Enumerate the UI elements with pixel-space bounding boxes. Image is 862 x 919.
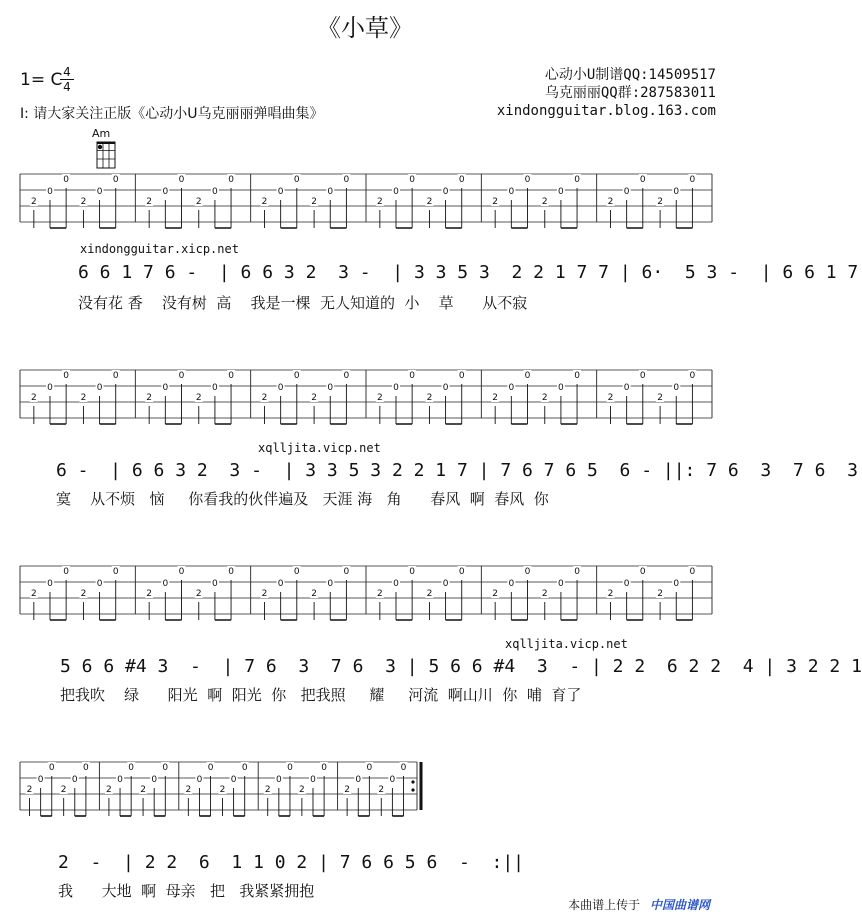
tab-fret-number: 2 (426, 589, 433, 599)
chord-diagram (96, 141, 116, 169)
tab-staff (0, 366, 730, 428)
tab-fret-number: 2 (376, 393, 383, 403)
intro-text: I: 请大家关注正版《心动小U乌克丽丽弹唱曲集》 (20, 106, 324, 122)
tab-fret-number: 0 (63, 567, 70, 577)
tab-fret-number: 0 (393, 383, 399, 393)
tab-fret-number: 2 (541, 393, 548, 403)
lyrics-line: 寞 从不烦 恼 你看我的伙伴遍及 天涯 海 角 春风 啊 春风 你 (56, 490, 549, 508)
watermark: xqlljita.vicp.net (258, 441, 381, 455)
tab-fret-number: 0 (639, 567, 646, 577)
system-1 (0, 170, 859, 312)
tab-fret-number: 0 (508, 187, 515, 197)
tab-fret-number: 0 (409, 371, 416, 381)
tab-fret-number: 0 (277, 383, 284, 393)
footer-site-logo[interactable]: 中国曲谱网 (649, 898, 710, 912)
tab-fret-number: 2 (80, 393, 87, 403)
tab-fret-number: 0 (524, 371, 531, 381)
tab-fret-number: 0 (277, 187, 284, 197)
tab-fret-number: 2 (426, 393, 433, 403)
tab-fret-number: 2 (426, 197, 433, 207)
tab-fret-number: 0 (327, 579, 334, 589)
credits (497, 66, 716, 120)
tab-fret-number: 0 (162, 383, 169, 393)
tab-fret-number: 2 (376, 197, 383, 207)
tab-fret-number: 0 (196, 775, 203, 785)
tab-fret-number: 2 (106, 785, 112, 795)
tab-fret-number: 0 (96, 187, 103, 197)
tab-fret-number: 0 (112, 175, 119, 185)
watermark: xindongguitar.xicp.net (80, 242, 239, 256)
tab-fret-number: 2 (378, 785, 385, 795)
tab-fret-number: 2 (80, 197, 87, 207)
tab-fret-number: 0 (293, 175, 300, 185)
tab-fret-number: 0 (178, 175, 185, 185)
tab-fret-number: 0 (63, 371, 70, 381)
credit-line: xindongguitar.blog.163.com (496, 103, 716, 119)
tab-fret-number: 2 (492, 589, 499, 599)
jianpu-notation: 6 - | 6 6 3 2 3 - | 3 3 5 3 2 2 1 7 | 7 6 7 6 5 6 - ||: 7 6 3 7 6 3 (56, 460, 858, 481)
tab-fret-number: 2 (146, 393, 153, 403)
tab-fret-number: 2 (376, 589, 383, 599)
tab-staff (0, 562, 730, 624)
tab-fret-number: 0 (71, 775, 78, 785)
tab-fret-number: 0 (673, 579, 680, 589)
tab-fret-number: 0 (366, 763, 373, 773)
tab-fret-number: 0 (639, 371, 646, 381)
tab-fret-number: 0 (343, 175, 350, 185)
tab-fret-number: 0 (442, 187, 449, 197)
tab-fret-number: 0 (293, 567, 300, 577)
tab-fret-number: 2 (607, 589, 614, 599)
tab-fret-number: 2 (140, 785, 146, 795)
tab-fret-number: 2 (80, 589, 87, 599)
tab-fret-number: 0 (558, 187, 564, 197)
tab-fret-number: 0 (393, 579, 399, 589)
tab-fret-number: 2 (195, 589, 202, 599)
tab-fret-number: 0 (212, 383, 218, 393)
credit-line: 乌克丽丽QQ群:287583011 (544, 85, 716, 101)
tab-fret-number: 2 (219, 785, 226, 795)
tab-fret-number: 0 (458, 567, 465, 577)
tab-fret-number: 0 (623, 579, 630, 589)
tab-fret-number: 0 (623, 187, 630, 197)
repeat-dot (411, 788, 414, 791)
tab-fret-number: 0 (128, 763, 135, 773)
tab-fret-number: 0 (96, 579, 103, 589)
tab-fret-number: 0 (393, 187, 399, 197)
jianpu-notation: 2 - | 2 2 6 1 1 0 2 | 7 6 6 5 6 - :|| (58, 852, 524, 873)
tab-fret-number: 0 (241, 763, 248, 773)
tab-fret-number: 0 (151, 775, 158, 785)
tab-fret-number: 0 (574, 567, 580, 577)
tab-fret-number: 0 (442, 383, 449, 393)
tab-fret-number: 0 (524, 175, 531, 185)
time-signature (60, 66, 74, 93)
tab-fret-number: 0 (327, 187, 334, 197)
repeat-dot (411, 780, 414, 783)
tab-fret-number: 2 (261, 197, 268, 207)
tab-fret-number: 0 (389, 775, 396, 785)
tab-fret-number: 0 (37, 775, 44, 785)
tab-fret-number: 2 (541, 197, 548, 207)
tab-fret-number: 0 (48, 763, 55, 773)
tab-fret-number: 0 (228, 175, 234, 185)
tab-fret-number: 2 (607, 393, 614, 403)
song-title: 《小草》 (317, 14, 413, 42)
tab-fret-number: 0 (558, 383, 564, 393)
tab-fret-number: 2 (607, 197, 614, 207)
tab-fret-number: 0 (673, 383, 680, 393)
tab-fret-number: 2 (146, 197, 153, 207)
tab-fret-number: 0 (508, 579, 515, 589)
tab-fret-number: 0 (47, 187, 53, 197)
tab-fret-number: 0 (277, 579, 284, 589)
system-4 (0, 758, 730, 900)
tab-fret-number: 0 (558, 579, 564, 589)
tab-fret-number: 0 (212, 187, 218, 197)
system-2 (0, 366, 858, 508)
tab-fret-number: 2 (541, 589, 548, 599)
tab-fret-number: 2 (299, 785, 305, 795)
lyrics-line: 把我吹 绿 阳光 啊 阳光 你 把我照 耀 河流 啊山川 你 哺 育了 (60, 686, 582, 704)
key-signature: 1= C (20, 70, 63, 90)
tab-fret-number: 0 (673, 187, 680, 197)
tab-fret-number: 0 (178, 371, 185, 381)
tab-fret-number: 2 (311, 197, 317, 207)
tab-fret-number: 0 (343, 371, 350, 381)
tab-fret-number: 0 (574, 175, 580, 185)
tab-fret-number: 2 (195, 197, 202, 207)
tab-fret-number: 0 (458, 371, 465, 381)
tab-fret-number: 0 (47, 383, 53, 393)
tab-staff (0, 170, 730, 232)
tab-fret-number: 0 (574, 371, 580, 381)
tab-fret-number: 2 (185, 785, 192, 795)
time-signature-top: 4 (63, 65, 71, 79)
tab-fret-number: 0 (162, 763, 169, 773)
tab-fret-number: 0 (355, 775, 362, 785)
tab-fret-number: 0 (689, 371, 696, 381)
tab-fret-number: 2 (261, 393, 268, 403)
tab-fret-number: 0 (117, 775, 123, 785)
lyrics-line: 我 大地 啊 母亲 把 我紧紧拥抱 (58, 882, 315, 900)
tab-fret-number: 2 (30, 589, 37, 599)
tab-fret-number: 0 (409, 567, 416, 577)
tab-fret-number: 0 (230, 775, 237, 785)
tab-fret-number: 0 (343, 567, 350, 577)
tab-fret-number: 2 (264, 785, 271, 795)
jianpu-notation: 6 6 1 7 6 - | 6 6 3 2 3 - | 3 3 5 3 2 2 1 7 7 | 6· 5 3 - | 6 6 1 7 (78, 262, 859, 283)
tab-fret-number: 2 (30, 393, 37, 403)
tab-fret-number: 0 (228, 371, 234, 381)
tab-fret-number: 0 (178, 567, 185, 577)
lyrics-line: 没有花 香 没有树 高 我是一棵 无人知道的 小 草 从不寂 (78, 294, 528, 312)
tab-fret-number: 0 (689, 567, 696, 577)
tab-fret-number: 0 (275, 775, 282, 785)
tab-fret-number: 0 (287, 763, 293, 773)
tab-fret-number: 0 (310, 775, 316, 785)
tab-fret-number: 0 (327, 383, 334, 393)
watermark: xqlljita.vicp.net (505, 637, 628, 651)
tab-fret-number: 0 (400, 763, 407, 773)
tab-fret-number: 0 (293, 371, 300, 381)
tab-fret-number: 0 (96, 383, 103, 393)
tab-fret-number: 0 (112, 567, 119, 577)
tab-fret-number: 0 (639, 175, 646, 185)
tab-fret-number: 2 (60, 785, 67, 795)
tab-fret-number: 2 (311, 589, 317, 599)
tab-fret-number: 0 (508, 383, 515, 393)
tab-fret-number: 2 (146, 589, 153, 599)
jianpu-notation: 5 6 6 #4 3 - | 7 6 3 7 6 3 | 5 6 6 #4 3 - | 2 2 6 2 2 4 | 3 2 2 1 (60, 656, 862, 677)
tab-fret-number: 0 (47, 579, 53, 589)
tab-fret-number: 0 (228, 567, 234, 577)
tab-staff (0, 758, 730, 820)
tab-fret-number: 0 (162, 187, 169, 197)
tab-fret-number: 0 (689, 175, 696, 185)
footer (568, 896, 710, 913)
tab-fret-number: 2 (492, 197, 499, 207)
tab-fret-number: 0 (212, 579, 218, 589)
tab-fret-number: 2 (26, 785, 33, 795)
tab-fret-number: 0 (524, 567, 531, 577)
tab-fret-number: 0 (458, 175, 465, 185)
tab-fret-number: 2 (261, 589, 268, 599)
tab-fret-number: 2 (657, 393, 663, 403)
tab-fret-number: 0 (63, 175, 70, 185)
tab-fret-number: 2 (344, 785, 350, 795)
tab-fret-number: 0 (623, 383, 630, 393)
tab-fret-number: 2 (657, 197, 663, 207)
tab-fret-number: 2 (195, 393, 202, 403)
tab-fret-number: 2 (657, 589, 663, 599)
tab-fret-number: 0 (442, 579, 449, 589)
tab-fret-number: 0 (409, 175, 416, 185)
tab-fret-number: 2 (30, 197, 37, 207)
tab-fret-number: 2 (492, 393, 499, 403)
tab-fret-number: 2 (311, 393, 317, 403)
tab-fret-number: 0 (321, 763, 327, 773)
tab-fret-number: 0 (207, 763, 214, 773)
tab-fret-number: 0 (112, 371, 119, 381)
tab-fret-number: 0 (83, 763, 89, 773)
time-signature-bottom: 4 (63, 80, 71, 94)
footer-label: 本曲谱上传于 (568, 898, 641, 912)
tab-fret-number: 0 (162, 579, 169, 589)
chord-name: Am (92, 127, 111, 140)
credit-line: 心动小U制谱QQ:14509517 (544, 67, 716, 83)
system-3 (0, 562, 862, 704)
